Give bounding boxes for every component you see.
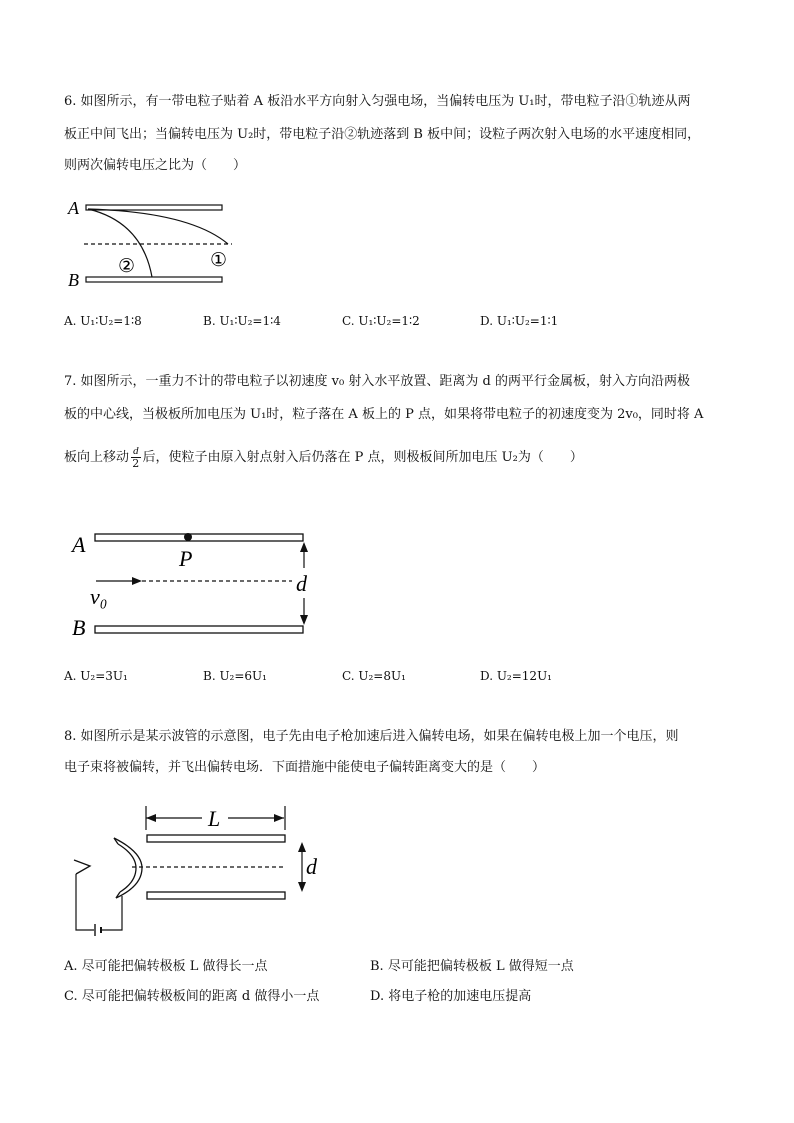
- q7-text-line-2: 板的中心线，当极板所加电压为 U₁时，粒子落在 A 板上的 P 点，如果将带电粒子的初速度变为 2v₀，同时将 A: [64, 407, 704, 422]
- q8-plate-top: [147, 835, 285, 842]
- q6-plate-b: [86, 277, 222, 282]
- q8-circuit-wire-right: [102, 896, 122, 930]
- q8-label-l: L: [208, 806, 221, 831]
- q8-label-d: d: [306, 854, 317, 879]
- q6-track-1: [88, 209, 228, 244]
- q8-plate-bottom: [147, 892, 285, 899]
- q7-text-line-3: [64, 440, 583, 476]
- q7-figure: [60, 520, 330, 645]
- q6-option-b: B. U₁∶U₂=1∶4: [203, 314, 281, 328]
- q7-plate-a: [95, 534, 303, 541]
- q8-option-c: C. 尽可能把偏转极板间的距离 d 做得小一点: [64, 989, 320, 1004]
- q8-option-a: A. 尽可能把偏转极板 L 做得长一点: [64, 959, 268, 974]
- q7-text-line-3-post: 后，使粒子由原入射点射入后仍落在 P 点，则极板间所加电压 U₂为（ ）: [142, 450, 583, 465]
- q8-gap-arrowhead-bottom: [298, 882, 306, 892]
- q7-velocity-arrowhead: [132, 577, 142, 585]
- q6-option-a: A. U₁∶U₂=1∶8: [64, 314, 142, 328]
- q6-label-a: A: [68, 198, 79, 218]
- q8-circuit-wire-left: [76, 874, 94, 930]
- q7-plate-b: [95, 626, 303, 633]
- q7-point-p: [184, 533, 192, 541]
- q7-label-p: P: [179, 546, 193, 571]
- q7-label-b: B: [72, 615, 86, 640]
- q7-fraction-numerator: d: [133, 445, 139, 457]
- q8-anode-outer: [114, 838, 142, 898]
- q7-label-v0: v₀: [90, 584, 108, 609]
- q8-length-arrowhead-right: [274, 814, 284, 822]
- q8-cathode-filament: [74, 860, 90, 874]
- q8-option-d: D. 将电子枪的加速电压提高: [370, 989, 532, 1004]
- q8-text-line-1: 8. 如图所示是某示波管的示意图，电子先由电子枪加速后进入偏转电场，如果在偏转电极上加一个电压，则: [64, 729, 679, 744]
- q7-label-d: d: [296, 571, 307, 596]
- q7-option-c: C. U₂=8U₁: [342, 669, 406, 683]
- q6-text-line-2: 板正中间飞出；当偏转电压为 U₂时，带电粒子沿②轨迹落到 B 板中间；设粒子两次射入电场的水平速度相同，: [64, 127, 701, 142]
- q7-option-b: B. U₂=6U₁: [203, 669, 267, 683]
- q8-option-b: B. 尽可能把偏转极板 L 做得短一点: [370, 959, 574, 974]
- q7-option-a: A. U₂=3U₁: [64, 669, 128, 683]
- q6-label-b: B: [68, 270, 79, 290]
- q6-figure: [60, 192, 240, 292]
- q8-text-line-2: 电子束将被偏转，并飞出偏转电场．下面措施中能使电子偏转距离变大的是（ ）: [64, 760, 546, 775]
- q7-option-d: D. U₂=12U₁: [480, 669, 552, 683]
- q6-text-line-1: 6. 如图所示，有一带电粒子贴着 A 板沿水平方向射入匀强电场，当偏转电压为 U₁时，带电粒子沿①轨迹从两: [64, 94, 691, 109]
- q7-fraction-denominator: 2: [132, 457, 140, 470]
- q8-gap-arrowhead-top: [298, 842, 306, 852]
- q8-length-arrowhead-left: [146, 814, 156, 822]
- q6-option-d: D. U₁∶U₂=1∶1: [480, 314, 559, 328]
- q7-text-line-3-pre: 板向上移动: [64, 450, 130, 465]
- q6-option-c: C. U₁∶U₂=1∶2: [342, 314, 420, 328]
- q6-label-track-1: ①: [210, 250, 228, 271]
- q7-text-line-1: 7. 如图所示，一重力不计的带电粒子以初速度 v₀ 射入水平放置、距离为 d 的两平行金属板，射入方向沿两极: [64, 374, 690, 389]
- q7-gap-arrowhead-bottom: [300, 615, 308, 625]
- q7-label-a: A: [72, 532, 86, 557]
- q7-fraction: [131, 445, 141, 470]
- q6-text-line-3: 则两次偏转电压之比为（ ）: [64, 158, 247, 173]
- q7-gap-arrowhead-top: [300, 542, 308, 552]
- q8-figure: [62, 800, 332, 945]
- q6-label-track-2: ②: [118, 256, 136, 277]
